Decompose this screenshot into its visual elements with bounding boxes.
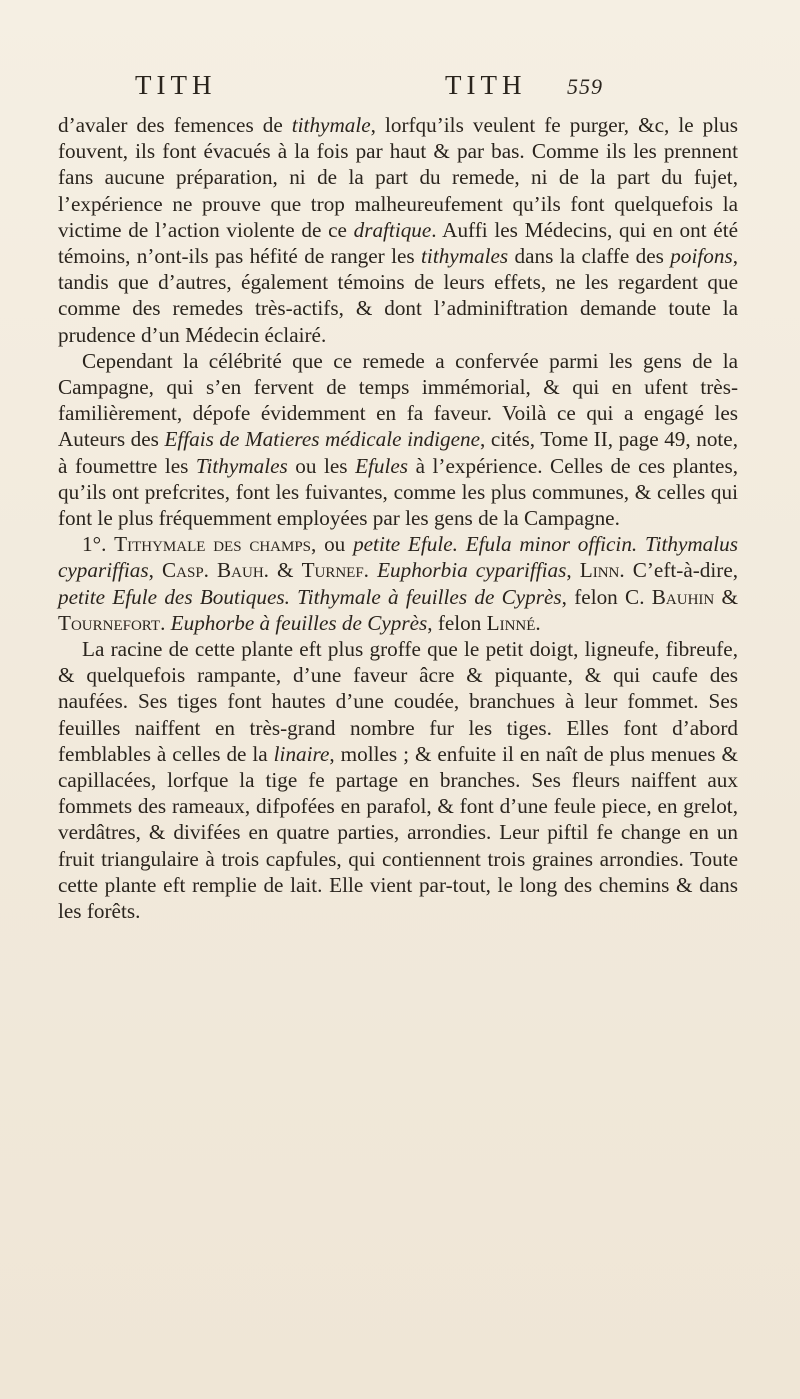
text-run: 1°. bbox=[82, 532, 115, 557]
italic-run: petite Efule des Boutiques. Tithymale à feuilles de Cyprès bbox=[58, 584, 562, 609]
text-run: dans la claffe des bbox=[508, 244, 671, 269]
header-right-title: TITH bbox=[445, 70, 527, 100]
italic-run: tithymales bbox=[421, 244, 509, 269]
text-run: La racine de cette plante eft plus groffe que le petit doigt, ligneufe, fibreufe, & quelquefois rampante, d’une faveur âcre & piquante, & qui caufe des naufées. Ses tiges font hautes d’une coudée, branchues à leur fommet. Ses feuilles naiffent en très-grand nombre fur les tiges. Elles font d’abord femblables à celles de la bbox=[58, 637, 738, 766]
italic-run: Efules bbox=[355, 453, 409, 478]
text-run: , tandis que d’autres, également témoins de leurs effets, ne les regardent que comme des remedes très-actifs, & dont l’adminiftration demande toute la prudence d’un Médecin éclairé. bbox=[58, 244, 738, 347]
text-run: ou les bbox=[287, 453, 356, 478]
text-run: , bbox=[148, 558, 163, 583]
small-caps-run: Bauhin bbox=[651, 584, 715, 609]
paragraph-1 bbox=[58, 112, 738, 348]
text-run: , felon bbox=[427, 610, 487, 635]
text-run: d’avaler des femences de bbox=[58, 113, 292, 137]
text-run: . bbox=[160, 610, 171, 635]
small-caps-run: Casp. Bauh. bbox=[162, 558, 269, 583]
italic-run: Euphorbe à feuilles de Cyprès bbox=[170, 610, 428, 635]
small-caps-run: Tithymale des champs bbox=[114, 532, 312, 557]
text-run: . Auffi les Médecins, qui en ont été témoins, n’ont-ils pas héfité de ranger les bbox=[58, 217, 738, 269]
text-run: & bbox=[714, 584, 739, 609]
text-run: , bbox=[566, 558, 580, 583]
header-left-title: TITH bbox=[135, 70, 217, 100]
small-caps-run: Tournefort bbox=[58, 610, 161, 635]
text-run bbox=[369, 558, 377, 582]
text-run: , felon C. bbox=[561, 584, 652, 609]
small-caps-run: Linn. bbox=[579, 558, 625, 583]
italic-run: Euphorbia cypariffias bbox=[377, 558, 567, 583]
italic-run: Effais de Matieres médicale indigene bbox=[164, 427, 481, 452]
text-run: & bbox=[268, 558, 302, 583]
italic-run: petite Efule. Efula minor officin. Tithymalus cypariffias bbox=[58, 532, 738, 583]
running-header bbox=[135, 70, 635, 106]
text-run: Cependant la célébrité que ce remede a confervée parmi les gens de la Campagne, qui s’en fervent de temps immémorial, & qui en ufent très-familièrement, dépofe évidemment en fa faveur. Voilà ce qui a engagé les Auteurs des bbox=[58, 348, 738, 452]
text-run: à l’expérience. Celles de ces plantes, qu’ils ont prefcrites, font les fuivantes, comme les plus communes, & celles qui font le plus fréquemment employées par les gens de la Campagne. bbox=[58, 453, 738, 531]
text-run: , lorfqu’ils veulent fe purger, &c, le plus fouvent, ils font évacués à la fois par haut & par bas. Comme ils les prennent fans aucune préparation, ni de la part du remede, ni de la part du fujet, l’expérience ne prouve que trop malheureufement qu’ils font quelquefois la victime de l’action violente de ce bbox=[58, 113, 738, 242]
italic-run: linaire bbox=[273, 741, 330, 766]
text-run: , cités, Tome II, page 49, note, à foumettre les bbox=[58, 427, 738, 478]
small-caps-run: Linné bbox=[486, 610, 536, 635]
paragraph-4 bbox=[58, 636, 738, 924]
italic-run: draftique bbox=[353, 217, 432, 242]
paragraph-2 bbox=[58, 348, 738, 531]
page-number: 559 bbox=[567, 74, 603, 99]
italic-run: tithymale bbox=[291, 113, 371, 137]
italic-run: Tithymales bbox=[195, 453, 288, 478]
italic-run: poifons bbox=[670, 244, 733, 269]
text-run: , molles ; & enfuite il en naît de plus menues & capillacées, lorfque la tige fe partage en branches. Ses fleurs naiffent aux fommets des rameaux, difpofées en parafol, & font d’une feule piece, en grelot, verdâtres, & divifées en quatre parties, arrondies. Leur piftil fe change en un fruit triangulaire à trois capfules, qui contiennent trois graines arrondies. Toute cette plante eft remplie de lait. Elle vient par-tout, le long des chemins & dans les forêts. bbox=[58, 741, 738, 924]
text-run: C’eft-à-dire, bbox=[624, 558, 739, 583]
small-caps-run: Turnef. bbox=[301, 558, 369, 583]
text-run: . bbox=[535, 610, 541, 635]
paragraph-3 bbox=[58, 531, 738, 636]
text-run: , ou bbox=[311, 532, 354, 557]
body-text bbox=[58, 112, 738, 924]
